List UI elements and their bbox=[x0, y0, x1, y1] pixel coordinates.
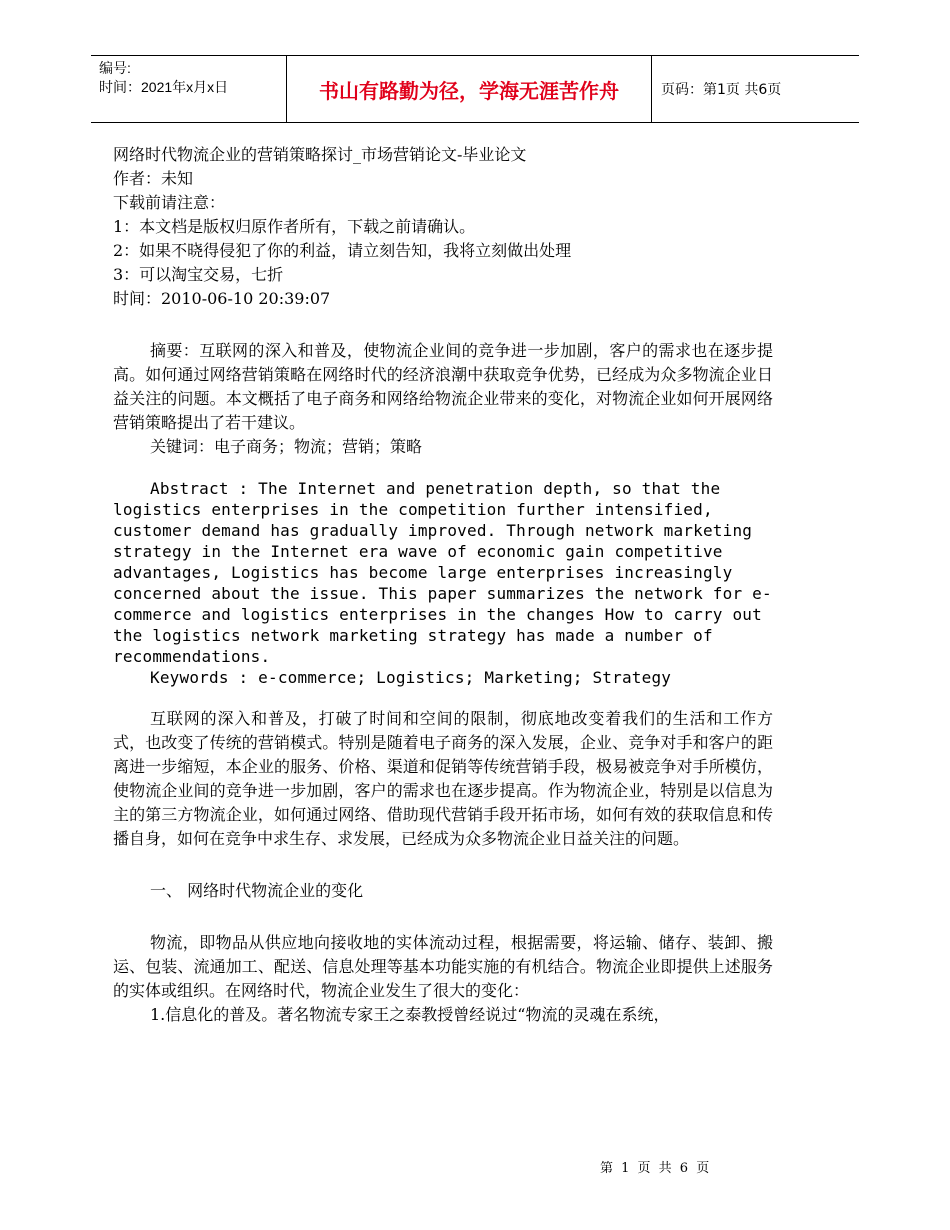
keywords-cn: 关键词：电子商务；物流；营销；策略 bbox=[150, 437, 423, 456]
number-label: 编号: bbox=[99, 60, 131, 76]
notice-item-2: 2：如果不晓得侵犯了你的利益，请立刻告知，我将立刻做出处理 bbox=[113, 241, 572, 260]
doc-author: 作者：未知 bbox=[113, 169, 194, 188]
document-header bbox=[91, 55, 859, 123]
notice-item-3: 3：可以淘宝交易，七折 bbox=[113, 265, 284, 284]
abstract-cn: 摘要：互联网的深入和普及，使物流企业间的竞争进一步加剧，客户的需求也在逐步提高。如何通过网络营销策略在网络时代的经济浪潮中获取竞争优势，已经成为众多物流企业日益关注的问题。本文概括了电子商务和网络给物流企业带来的变化，对物流企业如何开展网络营销策略提出了若干建议。 bbox=[113, 341, 773, 432]
download-notice: 下载前请注意： bbox=[113, 193, 226, 212]
notice-item-1: 1：本文档是版权归原作者所有，下载之前请确认。 bbox=[113, 217, 476, 236]
doc-title: 网络时代物流企业的营销策略探讨_市场营销论文-毕业论文 bbox=[113, 145, 527, 164]
doc-time: 时间：2010-06-10 20:39:07 bbox=[113, 289, 331, 308]
document-body bbox=[113, 143, 773, 1027]
point-1: 1.信息化的普及。著名物流专家王之泰教授曾经说过“物流的灵魂在系统， bbox=[150, 1005, 670, 1024]
section1-paragraph: 物流，即物品从供应地向接收地的实体流动过程，根据需要，将运输、储存、装卸、搬运、包装、流通加工、配送、信息处理等基本功能实施的有机结合。物流企业即提供上述服务的实体或组织。在网络时代，物流企业发生了很大的变化： bbox=[113, 933, 773, 1000]
intro-paragraph: 互联网的深入和普及，打破了时间和空间的限制，彻底地改变着我们的生活和工作方式，也改变了传统的营销模式。特别是随着电子商务的深入发展，企业、竞争对手和客户的距离进一步缩短，本企业的服务、价格、渠道和促销等传统营销手段，极易被竞争对手所模仿，使物流企业间的竞争进一步加剧，客户的需求也在逐步提高。作为物流企业，特别是以信息为主的第三方物流企业，如何通过网络、借助现代营销手段开拓市场，如何有效的获取信息和传播自身，如何在竞争中求生存、求发展，已经成为众多物流企业日益关注的问题。 bbox=[113, 709, 773, 848]
page-footer: 第 1 页 共 6 页 bbox=[600, 1161, 712, 1176]
time-label: 时间：2021年x月x日 bbox=[99, 79, 229, 95]
header-meta bbox=[91, 56, 286, 122]
keywords-en: Keywords : e-commerce; Logistics; Marketing; Strategy bbox=[150, 668, 672, 687]
header-motto: 书山有路勤为径，学海无涯苦作舟 bbox=[286, 56, 652, 122]
abstract-en: Abstract : The Internet and penetration depth, so that the logistics enterprises in the competition further intensified, customer demand has gradually improved. Through network marketing strategy in the Internet era wave of economic gain competitive advantages, Logistics has become large enterprises increasingly concerned about the issue. This paper summarizes the network for e-commerce and logistics enterprises in the changes How to carry out the logistics network marketing strategy has made a number of recommendations. bbox=[113, 479, 772, 666]
header-page-label: 页码：第1页 共6页 bbox=[661, 82, 782, 98]
section-heading-1: 一、 网络时代物流企业的变化 bbox=[150, 881, 364, 900]
